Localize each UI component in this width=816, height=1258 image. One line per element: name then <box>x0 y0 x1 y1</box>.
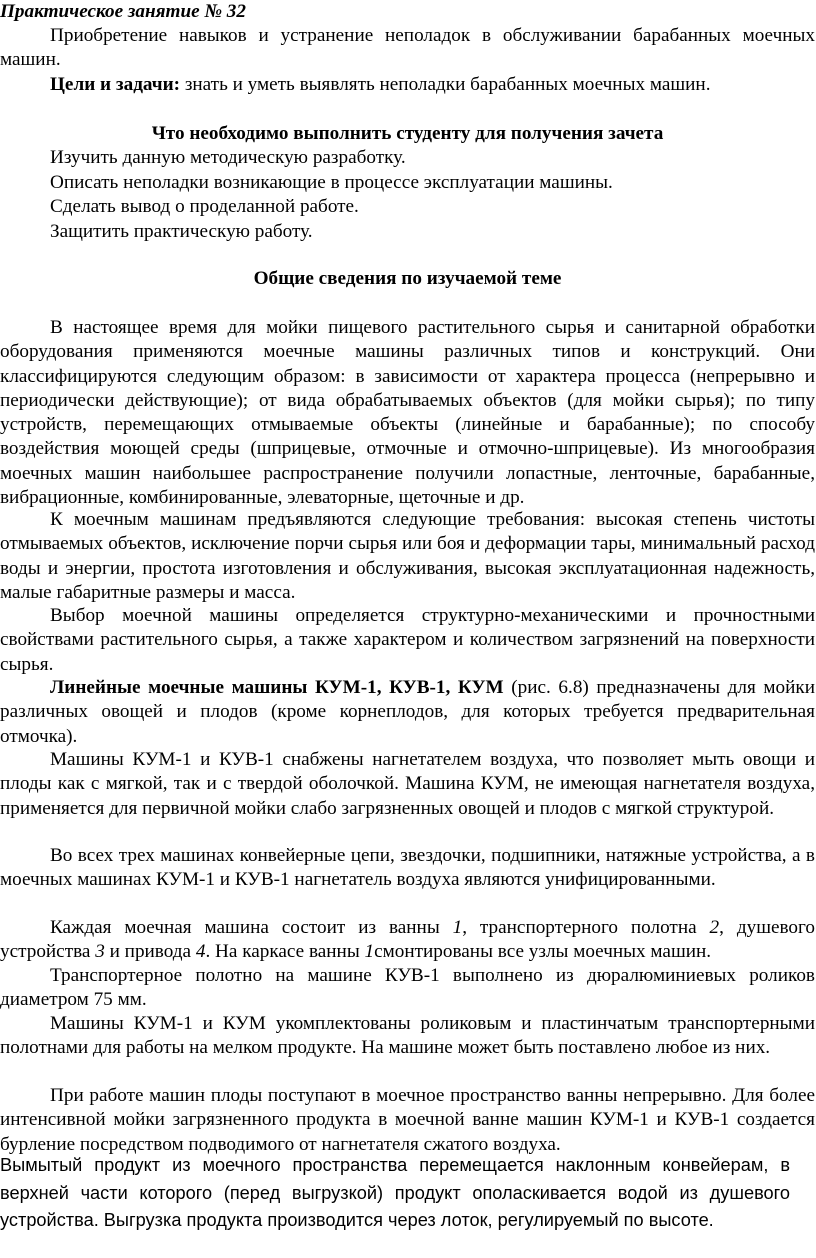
goals-line <box>0 73 815 97</box>
part-number: 4 <box>195 941 206 963</box>
tasks-heading: Что необходимо выполнить студенту для получения зачета <box>151 123 664 144</box>
paragraph-selection: Выбор моечной машины определяется структурно-механическими и прочностными свойствами растительного сырья, а также характером и количеством загрязнений на поверхности сырья. <box>0 605 815 675</box>
paragraph-conveyor: Транспортерное полотно на машине КУВ-1 выполнено из дюралюминиевых роликов диаметром 75 мм. <box>0 965 815 1011</box>
part-number: 1 <box>364 941 375 963</box>
part-number: 3 <box>95 941 105 963</box>
lesson-title: Практическое занятие № 32 <box>0 1 246 22</box>
machines-purpose: (рис. 6.8) предназначены для мойки различных овощей и плодов (кроме корнеплодов, для которых требуется предварительная отмочка). <box>0 677 815 747</box>
goals-label: Цели и задачи: <box>50 74 181 95</box>
task-item: Описать неполадки возникающие в процессе эксплуатации машины. <box>50 172 613 193</box>
paragraph-unloading: Вымытый продукт из моечного пространства перемещается наклонным конвейерам, в верхней части которого (перед выгрузкой) продукт ополаскивается водой из душевого устройства. Выгрузка продукта производится через лоток, регулируемый по высоте. <box>0 1155 790 1230</box>
paragraph-machine-structure: Каждая моечная машина состоит из ванны 1, транспортерного полотна 2, душевого устройства 3 и привода 4. На каркасе ванны 1смонтированы все узлы моечных машин. <box>0 917 815 963</box>
paragraph-unified-parts: Во всех трех машинах конвейерные цепи, звездочки, подшипники, натяжные устройства, а в моечных машинах КУМ-1 и КУВ-1 нагнетатель воздуха являются унифицированными. <box>0 845 815 891</box>
machines-names: Линейные моечные машины КУМ-1, КУВ-1, КУМ <box>50 677 504 698</box>
task-item: Изучить данную методическую разработку. <box>50 147 406 168</box>
section-heading: Общие сведения по изучаемой теме <box>253 268 562 289</box>
paragraph-air-blower: Машины КУМ-1 и КУВ-1 снабжены нагнетателем воздуха, что позволяет мыть овощи и плоды как с мягкой, так и с твердой оболочкой. Машина КУМ, не имеющая нагнетателя воздуха, применяется для первичной мойки слабо загрязненных овощей и плодов с мягкой структурой. <box>0 749 815 819</box>
paragraph-classification: В настоящее время для мойки пищевого растительного сырья и санитарной обработки оборудования применяются моечные машины различных типов и конструкций. Они классифицируются следующим образом: в зависимости от характера процесса (непрерывно и периодически действующие); от вида обрабатываемых объектов (для мойки сырья); по типу устройств, перемещающих отмываемые объекты (линейные и барабанные); по способу воздействия моющей среды (шприцевые, отмочные и отмочно-шприцевые). Из многообразия моечных машин наибольшее распространение получили лопастные, ленточные, барабанные, вибрационные, комбинированные, элеваторные, щеточные и др. <box>0 317 815 509</box>
goals-text: знать и уметь выявлять неполадки барабанных моечных машин. <box>180 74 711 95</box>
paragraph-operation: При работе машин плоды поступают в моечное пространство ванны непрерывно. Для более интенсивной мойки загрязненного продукта в моечной ванне машин КУМ-1 и КУВ-1 создается бурление посредством подводимого от нагнетателя сжатого воздуха. <box>0 1085 815 1155</box>
part-number: 1 <box>452 917 463 938</box>
paragraph-requirements: К моечным машинам предъявляются следующие требования: высокая степень чистоты отмываемых объектов, исключение порчи сырья или боя и деформации тары, минимальный расход воды и энергии, простота изготовления и обслуживания, высокая эксплуатационная надежность, малые габаритные размеры и масса. <box>0 509 815 603</box>
task-item: Защитить практическую работу. <box>50 221 313 242</box>
lesson-topic: Приобретение навыков и устранение неполадок в обслуживании барабанных моечных машин. <box>0 25 815 71</box>
part-number: 2 <box>709 917 720 938</box>
task-item: Сделать вывод о проделанной работе. <box>50 196 359 217</box>
paragraph-conveyor-options: Машины КУМ-1 и КУМ укомплектованы роликовым и пластинчатым транспортерными полотнами для работы на мелком продукте. На машине может быть поставлено любое из них. <box>0 1013 815 1059</box>
paragraph-linear-machines <box>0 676 815 749</box>
